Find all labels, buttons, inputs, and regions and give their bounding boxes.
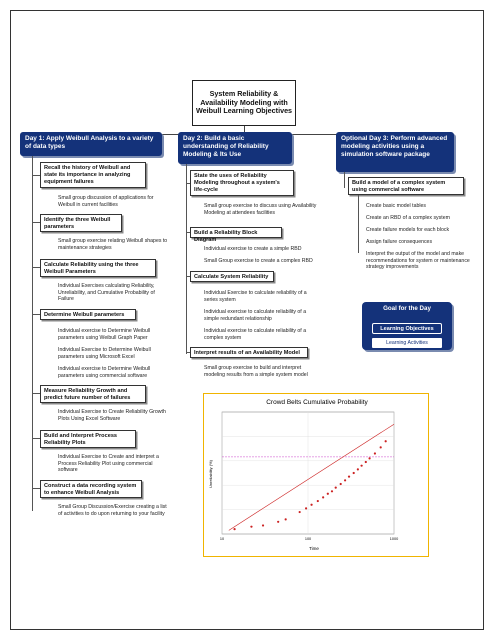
day3-topic-1[interactable]: Build a model of a complex system using commercial software (348, 177, 464, 195)
data-point (340, 483, 342, 485)
data-point (327, 493, 329, 495)
data-point (277, 521, 279, 523)
day1-topic-2[interactable]: Identify the three Weibull parameters (40, 214, 122, 232)
day2-leaf-1: Small group exercise to discuss using Availability Modeling at attendees facilities (204, 203, 317, 216)
chart-title: Crowd Belts Cumulative Probability (266, 399, 368, 406)
goal-title: Goal for the Day (383, 305, 431, 312)
data-point (317, 500, 319, 502)
day2-topic-1[interactable]: State the uses of Reliability Modeling throughout a system's life-cycle (190, 170, 294, 196)
x-tick-label: 1000 (389, 537, 399, 541)
data-point (365, 461, 367, 463)
day1-leaf-4c: Individual exercise to Determine Weibull parameters using commercial software (58, 366, 151, 379)
day1-topic-4[interactable]: Determine Weibull parameters (40, 309, 136, 320)
day1-leaf-4a: Individual exercise to Determine Weibull parameters using Weibull Graph Paper (58, 328, 151, 341)
connector (186, 276, 190, 277)
data-point (357, 468, 359, 470)
day2-leaf-3c: Individual exercise to calculate reliability of a complex system (204, 328, 307, 341)
data-point (360, 465, 362, 467)
connector (32, 438, 40, 439)
day1-leaf-3: Individual Exercises calculating Reliability, Unreliability, and Cumulative Probability of Failure (58, 283, 155, 303)
data-point (335, 487, 337, 489)
data-point (262, 524, 264, 526)
x-tick-label: 10 (219, 537, 225, 541)
connector (32, 314, 40, 315)
day2-topic-2[interactable]: Build a Reliability Block Diagram (190, 227, 282, 238)
connector (186, 352, 190, 353)
day3-leaf-5: Interpret the output of the model and make recommendations for system or maintenance strategy improvements (366, 251, 470, 271)
day2-leaf-3a: Individual Exercise to calculate reliability of a series system (204, 290, 307, 303)
data-point (322, 496, 324, 498)
day3-header[interactable]: Optional Day 3: Perform advanced modeling activities using a simulation software package (336, 132, 454, 172)
data-point (385, 440, 387, 442)
page-title: System Reliability & Availability Modeling with Weibull Learning Objectives (192, 80, 296, 126)
day1-leaf-2: Small group exercise relating Weibull shapes to maintenance strategies (58, 238, 168, 251)
day2-spine (186, 164, 187, 354)
data-point (285, 518, 287, 520)
day3-leaf-2: Create an RBD of a complex system (366, 215, 450, 221)
data-point (380, 446, 382, 448)
day2-leaf-3b: Individual exercise to calculate reliability of a simple redundant relationship (204, 309, 307, 322)
data-point (348, 476, 350, 478)
day1-leaf-5: Individual Exercise to Create Reliability Growth Plots Using Excel Software (58, 409, 166, 422)
weibull-chart (203, 393, 429, 557)
day2-leaf-2b: Small Group exercise to create a complex RBD (204, 258, 313, 264)
day1-topic-6[interactable]: Build and Interpret Process Reliability Plots (40, 430, 136, 448)
day1-leaf-4b: Individual Exercise to Determine Weibull parameters using Microsoft Excel (58, 347, 151, 360)
legend-learning-objectives[interactable]: Learning Objectives (372, 323, 442, 334)
day3-leaf-3: Create failure models for each block (366, 227, 450, 233)
day2-topic-4[interactable]: Interpret results of an Availability Model (190, 347, 308, 358)
day2-leaf-2a: Individual exercise to create a simple RBD (204, 246, 302, 252)
day1-spine (32, 156, 33, 511)
day1-topic-7[interactable]: Construct a data recording system to enhance Weibull Analysis (40, 480, 142, 498)
day3-leaf-4: Assign failure consequences (366, 239, 433, 245)
data-point (299, 511, 301, 513)
data-point (374, 452, 376, 454)
day3-spine (344, 172, 345, 188)
data-point (368, 457, 370, 459)
day2-header[interactable]: Day 2: Build a basic understanding of Reliability Modeling & Its Use (178, 132, 292, 164)
data-point (305, 507, 307, 509)
day1-leaf-6: Individual Exercise to Create and interpret a Process Reliability Plot using commercial software (58, 454, 159, 474)
connector (32, 488, 40, 489)
data-point (310, 504, 312, 506)
chart-ylabel: Unreliability (%) (208, 459, 213, 489)
data-point (353, 472, 355, 474)
data-point (331, 490, 333, 492)
goal-legend (362, 302, 452, 350)
data-point (233, 528, 235, 530)
legend-learning-activities[interactable]: Learning Activities (372, 338, 442, 348)
day3-leaf-1: Create basic model tables (366, 203, 426, 209)
data-point (250, 526, 252, 528)
day1-leaf-1: Small group discussion of applications for Weibull in current facilities (58, 195, 154, 208)
day2-topic-3[interactable]: Calculate System Reliability (190, 271, 274, 282)
day1-topic-5[interactable]: Measure Reliability Growth and predict future number of failures (40, 385, 146, 403)
day1-header[interactable]: Day 1: Apply Weibull Analysis to a variety of data types (20, 132, 162, 156)
connector (32, 393, 40, 394)
connector (32, 175, 40, 176)
day3-subspine (358, 195, 359, 253)
connector (32, 267, 40, 268)
connector (186, 232, 190, 233)
chart-svg (204, 394, 430, 558)
day1-topic-1[interactable]: Recall the history of Weibull and state its importance in analyzing equipment failures (40, 162, 146, 188)
data-point (344, 479, 346, 481)
connector (186, 183, 190, 184)
day1-leaf-7: Small Group Discussion/Exercise creating a list of activities to do upon returning to your facility (58, 504, 167, 517)
chart-xlabel: Time (309, 546, 319, 551)
connector (32, 222, 40, 223)
day2-leaf-4: Small group exercise to build and interpret modeling results from a simple system model (204, 365, 308, 378)
x-tick-label: 100 (304, 537, 312, 541)
day1-topic-3[interactable]: Calculate Reliability using the three Weibull Parameters (40, 259, 156, 277)
